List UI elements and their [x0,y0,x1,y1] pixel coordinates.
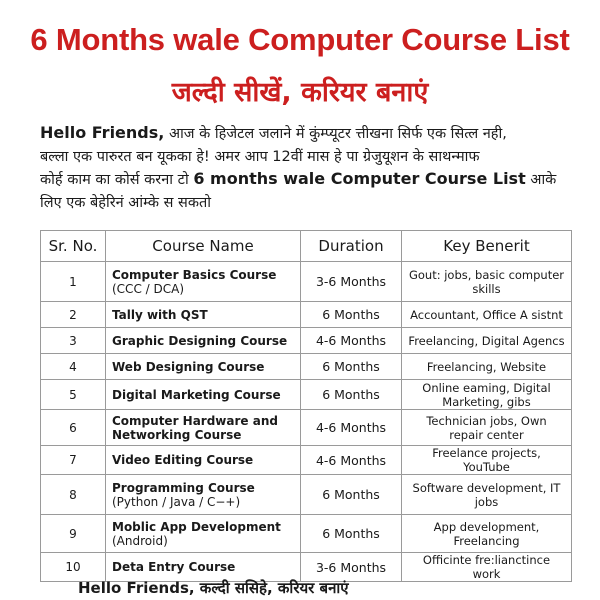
row-sr: 3 [41,328,106,354]
page-title: 6 Months wale Computer Course List [30,22,570,57]
row-course-name [106,380,301,410]
table-row [41,354,572,380]
row-benefit: Freelancing, Website [402,354,572,380]
table-row [41,262,572,302]
row-duration: 4-6 Months [301,410,402,446]
row-duration: 3-6 Months [301,553,402,582]
table-row [41,302,572,328]
table-row [41,446,572,475]
intro-greeting: Hello Friends, [40,123,165,142]
row-benefit: Accountant, Office A sistnt [402,302,572,328]
row-sr: 5 [41,380,106,410]
row-duration: 3-6 Months [301,262,402,302]
row-sr: 8 [41,475,106,515]
course-title: Moblic App Development [112,519,281,534]
intro-line1: आज के हिजेटल जलाने में कुंम्प्यूटर त्तीखना सिर्फ एक सित्ल नही, [164,126,507,142]
course-table [40,230,572,582]
intro-line3-pre: कोर्ह काम का कोर्स करना टो [40,172,194,188]
intro-line3-bold: 6 months wale Computer Course List [193,169,526,188]
row-course-name [106,446,301,475]
row-sr: 2 [41,302,106,328]
row-duration: 4-6 Months [301,328,402,354]
row-sr: 10 [41,553,106,582]
row-sr: 4 [41,354,106,380]
table-row [41,475,572,515]
row-course-name [106,410,301,446]
course-title: Tally with QST [112,307,208,322]
row-course-name [106,475,301,515]
row-course-name [106,515,301,553]
course-subtitle: (Android) [112,533,168,548]
header-duration: Duration [301,231,402,262]
course-subtitle: Networking Course [112,427,242,442]
course-title: Web Designing Course [112,359,265,374]
table-header-row [41,231,572,262]
table-row [41,515,572,553]
course-title: Computer Hardware and [112,413,278,428]
course-title: Deta Entry Course [112,560,236,574]
row-benefit: Freelancing, Digital Agencs [402,328,572,354]
table-row [41,380,572,410]
row-benefit: Freelance projects, YouTube [402,446,572,475]
footer-text: Hello Friends, कल्दी ससिहे, करियर बनाएं [78,579,349,597]
row-benefit: Software development, IT jobs [402,475,572,515]
row-benefit: App development, Freelancing [402,515,572,553]
course-subtitle: (CCC / DCA) [112,281,184,296]
row-sr: 7 [41,446,106,475]
row-duration: 6 Months [301,354,402,380]
row-duration: 6 Months [301,380,402,410]
row-course-name [106,354,301,380]
course-subtitle: (Python / Java / C−+) [112,494,241,509]
intro-line2: बल्ला एक पारुरत बन यूकका हे! अमर आप 12वीं मास हे पा ग्रेजुयूशन के साथन्माफ [40,148,480,165]
row-duration: 6 Months [301,302,402,328]
row-course-name [106,262,301,302]
intro-paragraph [40,122,580,214]
intro-line3-post: आके [525,172,557,188]
header-sr-no: Sr. No. [41,231,106,262]
row-duration: 6 Months [301,515,402,553]
row-benefit: Gout: jobs, basic computer skills [402,262,572,302]
table-row [41,410,572,446]
course-title: Digital Marketing Course [112,387,281,402]
row-benefit: Officinte fre:lianctince work [402,553,572,582]
row-sr: 6 [41,410,106,446]
row-benefit: Technician jobs, Own repair center [402,410,572,446]
course-title: Graphic Designing Course [112,333,288,348]
header-key-benefit: Key Benerit [402,231,572,262]
header-course-name: Course Name [106,231,301,262]
row-duration: 6 Months [301,475,402,515]
row-benefit: Online eaming, Digital Marketing, gibs [402,380,572,410]
row-course-name [106,302,301,328]
page-subtitle: जल्दी सीखें, करियर बनाएं [171,77,429,108]
course-title: Computer Basics Course [112,267,277,282]
course-title: Video Editing Course [112,453,254,467]
table-row [41,328,572,354]
row-sr: 1 [41,262,106,302]
row-course-name [106,328,301,354]
row-sr: 9 [41,515,106,553]
course-title: Programming Course [112,480,255,495]
intro-line4: लिए एक बेहेरिनं आंम्के स सकतो [40,194,212,211]
row-duration: 4-6 Months [301,446,402,475]
